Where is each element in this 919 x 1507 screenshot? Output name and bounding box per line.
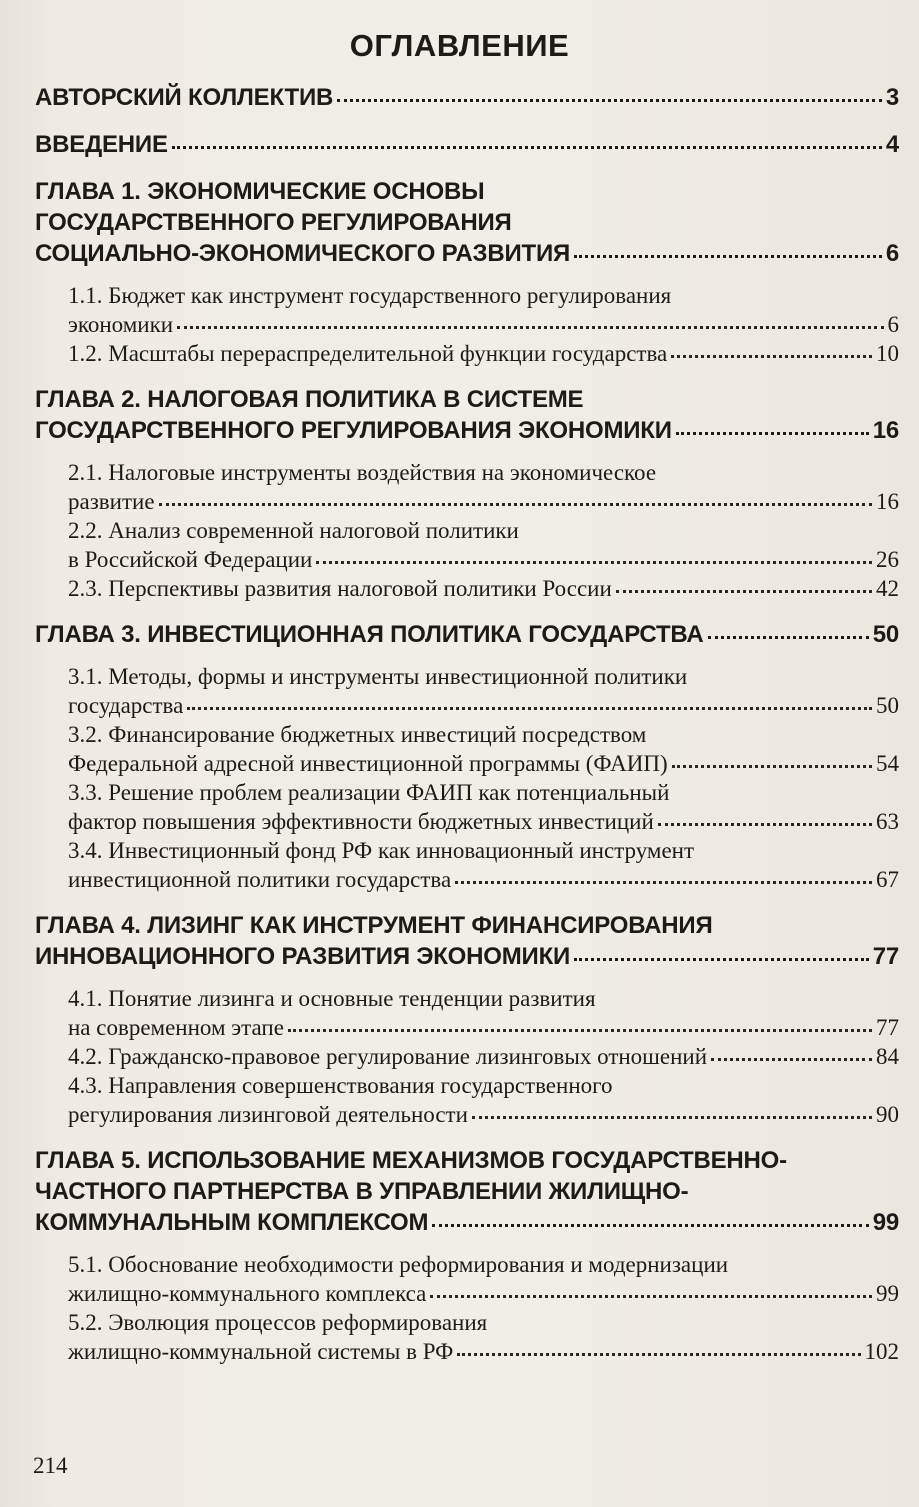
- toc-section: [35, 778, 899, 836]
- toc-line: [35, 82, 899, 113]
- toc-line: [35, 1176, 899, 1207]
- dot-leader: [472, 1116, 872, 1119]
- dot-leader: [177, 326, 883, 329]
- table-of-contents: [35, 82, 899, 1366]
- toc-entry-text: ГОСУДАРСТВЕННОГО РЕГУЛИРОВАНИЯ: [35, 209, 512, 236]
- spacer: [35, 113, 899, 129]
- toc-page-number: 102: [864, 1339, 899, 1364]
- toc-entry-text: 2.3. Перспективы развития налоговой политики России: [68, 576, 612, 601]
- toc-chapter: [35, 82, 899, 113]
- toc-section: [35, 458, 899, 516]
- toc-page-number: 77: [876, 1015, 899, 1040]
- toc-line: [35, 238, 899, 269]
- toc-section: [35, 836, 899, 894]
- toc-line: [35, 545, 899, 574]
- toc-entry-text: в Российской Федерации: [68, 547, 313, 572]
- toc-entry-text: ЧАСТНОГО ПАРТНЕРСТВА В УПРАВЛЕНИИ ЖИЛИЩНО-: [35, 1178, 689, 1205]
- toc-line: [35, 384, 899, 415]
- toc-page-number: 63: [876, 809, 899, 834]
- spacer: [35, 446, 899, 458]
- spacer: [35, 1129, 899, 1145]
- spacer: [35, 603, 899, 619]
- toc-entry-text: 1.1. Бюджет как инструмент государственного регулирования: [68, 283, 672, 308]
- toc-entry-text: КОММУНАЛЬНЫМ КОМПЛЕКСОМ: [35, 1209, 429, 1236]
- spacer: [35, 368, 899, 384]
- toc-line: [35, 662, 899, 691]
- toc-line: [35, 1145, 899, 1176]
- toc-line: [35, 310, 899, 339]
- dot-leader: [316, 561, 872, 564]
- toc-entry-text: 4.2. Гражданско-правовое регулирование лизинговых отношений: [68, 1044, 708, 1069]
- dot-leader: [187, 707, 872, 710]
- toc-line: [35, 339, 899, 368]
- toc-page-number: 50: [876, 693, 899, 718]
- toc-entry-text: жилищно-коммунального комплекса: [68, 1281, 427, 1306]
- toc-chapter: [35, 1145, 899, 1238]
- toc-entry-text: 4.1. Понятие лизинга и основные тенденции развития: [68, 986, 596, 1011]
- toc-section: [35, 662, 899, 720]
- toc-page-number: 10: [876, 341, 899, 366]
- toc-entry-text: ГЛАВА 3. ИНВЕСТИЦИОННАЯ ПОЛИТИКА ГОСУДАРСТВА: [35, 621, 704, 648]
- toc-entry-text: инвестиционной политики государства: [68, 867, 452, 892]
- toc-page-number: 84: [876, 1044, 899, 1069]
- toc-line: [35, 415, 899, 446]
- toc-page-number: 3: [885, 84, 899, 111]
- toc-line: [35, 458, 899, 487]
- toc-entry-text: 2.2. Анализ современной налоговой политики: [68, 518, 519, 543]
- toc-line: [35, 749, 899, 778]
- dot-leader: [430, 1295, 872, 1298]
- toc-page-number: 54: [876, 751, 899, 776]
- page-number: 214: [33, 1453, 68, 1478]
- toc-entry-text: жилищно-коммунальной системы в РФ: [68, 1339, 454, 1364]
- toc-page-number: 6: [885, 240, 899, 267]
- toc-entry-text: ГЛАВА 5. ИСПОЛЬЗОВАНИЕ МЕХАНИЗМОВ ГОСУДАРСТВЕННО-: [35, 1147, 787, 1174]
- toc-page-number: 50: [872, 621, 899, 648]
- toc-page-number: 67: [876, 867, 899, 892]
- toc-line: [35, 1279, 899, 1308]
- toc-line: [35, 1013, 899, 1042]
- spacer: [35, 894, 899, 910]
- spacer: [35, 269, 899, 281]
- toc-entry-text: государства: [68, 693, 184, 718]
- toc-line: [35, 1337, 899, 1366]
- toc-line: [35, 865, 899, 894]
- dot-leader: [616, 590, 872, 593]
- toc-section: [35, 720, 899, 778]
- toc-entry-text: ИННОВАЦИОННОГО РАЗВИТИЯ ЭКОНОМИКИ: [35, 943, 571, 970]
- toc-line: [35, 1207, 899, 1238]
- toc-section: [35, 1071, 899, 1129]
- toc-section: [35, 1250, 899, 1308]
- toc-entry-text: ГОСУДАРСТВЕННОГО РЕГУЛИРОВАНИЯ ЭКОНОМИКИ: [35, 417, 672, 444]
- toc-entry-text: фактор повышения эффективности бюджетных инвестиций: [68, 809, 654, 834]
- dot-leader: [288, 1029, 872, 1032]
- toc-entry-text: 3.4. Инвестиционный фонд РФ как инновационный инструмент: [68, 838, 695, 863]
- toc-line: [35, 619, 899, 650]
- toc-entry-text: 5.1. Обоснование необходимости реформирования и модернизации: [68, 1252, 729, 1277]
- toc-line: [35, 1100, 899, 1129]
- dot-leader: [172, 146, 882, 149]
- dot-leader: [711, 1058, 872, 1061]
- dot-leader: [672, 765, 872, 768]
- toc-page-number: 77: [872, 943, 899, 970]
- toc-section: [35, 339, 899, 368]
- toc-line: [35, 941, 899, 972]
- toc-line: [35, 984, 899, 1013]
- toc-section: [35, 516, 899, 574]
- toc-entry-text: ГЛАВА 1. ЭКОНОМИЧЕСКИЕ ОСНОВЫ: [35, 178, 485, 205]
- toc-chapter: [35, 619, 899, 650]
- dot-leader: [574, 255, 882, 258]
- toc-entry-text: экономики: [68, 312, 174, 337]
- toc-line: [35, 281, 899, 310]
- toc-chapter: [35, 910, 899, 972]
- toc-line: [35, 176, 899, 207]
- toc-page-number: 26: [876, 547, 899, 572]
- toc-entry-text: 3.2. Финансирование бюджетных инвестиций посредством: [68, 722, 647, 747]
- dot-leader: [455, 881, 872, 884]
- toc-line: [35, 691, 899, 720]
- toc-page-number: 99: [872, 1209, 899, 1236]
- toc-line: [35, 516, 899, 545]
- toc-line: [35, 778, 899, 807]
- dot-leader: [574, 958, 869, 961]
- toc-entry-text: 2.1. Налоговые инструменты воздействия на экономическое: [68, 460, 657, 485]
- toc-line: [35, 574, 899, 603]
- toc-section: [35, 1042, 899, 1071]
- toc-entry-text: ГЛАВА 4. ЛИЗИНГ КАК ИНСТРУМЕНТ ФИНАНСИРОВАНИЯ: [35, 912, 713, 939]
- toc-line: [35, 1250, 899, 1279]
- toc-section: [35, 574, 899, 603]
- toc-page-number: 90: [876, 1102, 899, 1127]
- toc-line: [35, 910, 899, 941]
- dot-leader: [159, 503, 872, 506]
- toc-line: [35, 207, 899, 238]
- spacer: [35, 972, 899, 984]
- toc-page-number: 16: [872, 417, 899, 444]
- toc-page-number: 16: [876, 489, 899, 514]
- dot-leader: [658, 823, 872, 826]
- toc-line: [35, 807, 899, 836]
- toc-entry-text: регулирования лизинговой деятельности: [68, 1102, 468, 1127]
- spacer: [35, 650, 899, 662]
- toc-line: [35, 836, 899, 865]
- toc-entry-text: 3.1. Методы, формы и инструменты инвестиционной политики: [68, 664, 688, 689]
- toc-chapter: [35, 176, 899, 269]
- toc-entry-text: 5.2. Эволюция процессов реформирования: [68, 1310, 488, 1335]
- toc-entry-text: АВТОРСКИЙ КОЛЛЕКТИВ: [35, 84, 334, 111]
- dot-leader: [337, 99, 882, 102]
- toc-line: [35, 1071, 899, 1100]
- toc-line: [35, 129, 899, 160]
- toc-entry-text: развитие: [68, 489, 155, 514]
- toc-section: [35, 984, 899, 1042]
- toc-entry-text: 4.3. Направления совершенствования государственного: [68, 1073, 613, 1098]
- toc-entry-text: 3.3. Решение проблем реализации ФАИП как потенциальный: [68, 780, 670, 805]
- dot-leader: [708, 636, 869, 639]
- toc-section: [35, 281, 899, 339]
- toc-page-number: 99: [876, 1281, 899, 1306]
- spacer: [35, 1238, 899, 1250]
- toc-section: [35, 1308, 899, 1366]
- toc-entry-text: на современном этапе: [68, 1015, 284, 1040]
- toc-page-number: 4: [885, 131, 899, 158]
- toc-chapter: [35, 384, 899, 446]
- toc-line: [35, 720, 899, 749]
- toc-page-number: 42: [876, 576, 899, 601]
- toc-entry-text: СОЦИАЛЬНО-ЭКОНОМИЧЕСКОГО РАЗВИТИЯ: [35, 240, 571, 267]
- toc-entry-text: Федеральной адресной инвестиционной программы (ФАИП): [68, 751, 668, 776]
- dot-leader: [676, 432, 869, 435]
- toc-entry-text: ВВЕДЕНИЕ: [35, 131, 168, 158]
- dot-leader: [671, 355, 872, 358]
- toc-page-number: 6: [887, 312, 899, 337]
- toc-entry-text: 1.2. Масштабы перераспределительной функции государства: [68, 341, 668, 366]
- toc-entry-text: ГЛАВА 2. НАЛОГОВАЯ ПОЛИТИКА В СИСТЕМЕ: [35, 386, 584, 413]
- toc-line: [35, 1042, 899, 1071]
- toc-line: [35, 487, 899, 516]
- dot-leader: [432, 1224, 868, 1227]
- page-title: ОГЛАВЛЕНИЕ: [349, 28, 570, 63]
- toc-chapter: [35, 129, 899, 160]
- dot-leader: [457, 1353, 860, 1356]
- spacer: [35, 160, 899, 176]
- toc-line: [35, 1308, 899, 1337]
